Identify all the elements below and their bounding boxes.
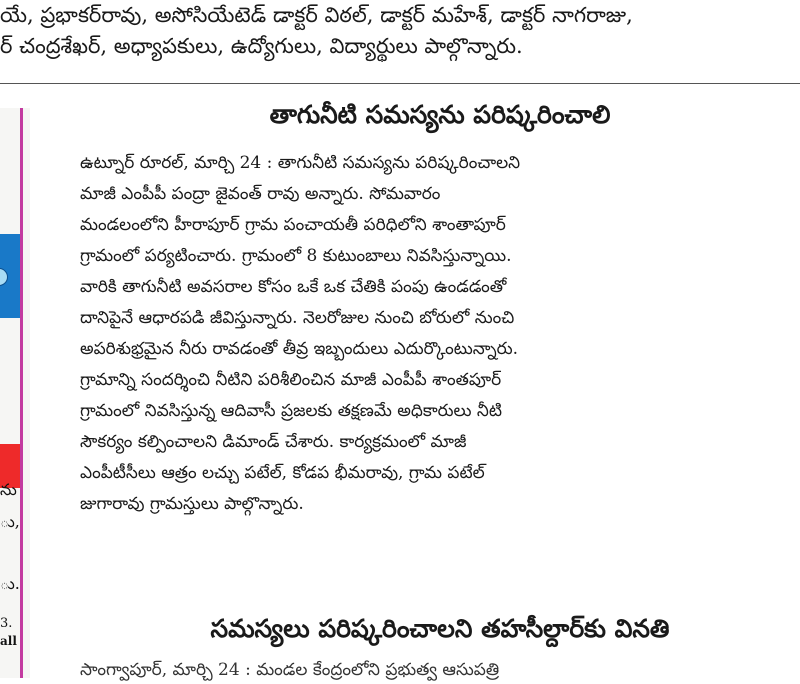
second-article-headline: సమస్యలు పరిష్కరించాలని తహసీల్దార్‌కు వినతి — [210, 614, 670, 643]
article-body — [80, 148, 732, 520]
top-paragraph — [0, 0, 800, 62]
left-fragment: 3. — [0, 616, 13, 631]
left-fragment: ు. — [0, 574, 20, 593]
article-line: మాజీ ఎంపీపీ పంద్రా జైవంత్ రావు అన్నారు. సోమవారం — [80, 184, 441, 204]
top-paragraph-line: ర్ చంద్రశేఖర్, అధ్యాపకులు, ఉద్యోగులు, విద్యార్థులు పాల్గొన్నారు. — [0, 34, 523, 58]
top-paragraph-line: యే, ప్రభాకర్‌రావు, అసోసియేటెడ్ డాక్టర్ విఠల్, డాక్టర్ మహేశ్, డాక్టర్ నాగరాజు, — [0, 3, 633, 27]
article-line: జుగారావు గ్రామస్తులు పాల్గొన్నారు. — [80, 494, 304, 514]
left-fragment: ను — [0, 480, 17, 499]
article-headline: తాగునీటి సమస్యను పరిష్కరించాలి — [269, 100, 611, 129]
article-line: గ్రామంలో పర్యటించారు. గ్రామంలో 8 కుటుంబాలు నివసిస్తున్నాయి. — [80, 246, 512, 266]
article-line: అపరిశుభ్రమైన నీరు రావడంతో తీవ్ర ఇబ్బందులు ఎదుర్కొంటున్నారు. — [80, 339, 519, 359]
magenta-column-rule — [20, 108, 23, 678]
left-fragment: ు, — [0, 512, 20, 531]
article-line: గ్రామాన్ని సందర్శించి నీటిని పరిశీలించిన మాజీ ఎంపీపీ శాంతపూర్ — [80, 370, 502, 390]
section-divider — [0, 83, 800, 84]
article-line: మండలంలోని హీరాపూర్ గ్రామ పంచాయతీ పరిధిలోని శాంతాపూర్ — [80, 215, 506, 235]
article-line: వారికి తాగునీటి అవసరాల కోసం ఒకే ఒక చేతికి పంపు ఉండడంతో — [80, 277, 507, 297]
article-line: సౌకర్యం కల్పించాలని డిమాండ్ చేశారు. కార్యక్రమంలో మాజీ — [80, 432, 467, 452]
left-fragment: all — [0, 634, 17, 648]
second-article-partial-line: సాంగ్వాపూర్, మార్చి 24 : మండల కేంద్రంలోని ప్రభుత్వ ఆసుపత్రి — [80, 660, 500, 680]
article-line: గ్రామంలో నివసిస్తున్న ఆదివాసీ ప్రజలకు తక్షణమే అధికారులు నీటి — [80, 401, 502, 421]
article-line: దానిపైనే ఆధారపడి జీవిస్తున్నారు. నెలరోజుల నుంచి బోరులో నుంచి — [80, 308, 515, 328]
article-line: ఎంపీటీసీలు ఆత్రం లచ్చు పటేల్, కోడప భీమరావు, గ్రామ పటేల్ — [80, 463, 485, 483]
article-line: ఉట్నూర్ రూరల్, మార్చి 24 : తాగునీటి సమస్యను పరిష్కరించాలని — [80, 153, 521, 173]
left-column-edge — [0, 108, 30, 678]
